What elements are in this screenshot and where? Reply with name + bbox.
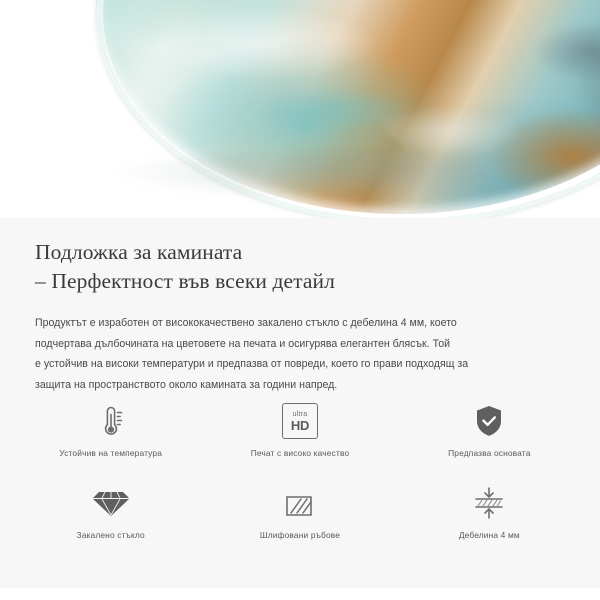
- shield-check-icon: [471, 398, 507, 444]
- page-title-line1: Подложка за камината: [35, 240, 243, 264]
- product-drop-shadow: [108, 150, 578, 202]
- description-line-1: Продуктът е изработен от висококачествено закалено стъкло с дебелина 4 мм, което: [35, 317, 457, 329]
- ultra-hd-icon: [282, 398, 318, 444]
- feature-item-polished-edges: [205, 480, 394, 562]
- thermometer-icon: [94, 398, 128, 444]
- description-line-3: е устойчив на високи температури и предпазва от повреди, което го прави подходящ за: [35, 358, 469, 370]
- description-line-4: защита на пространството около камината за години напред.: [35, 378, 338, 391]
- description-line-2: подчертава дълбочината на цветовете на печата и осигурява елегантен блясък. Той: [35, 337, 451, 350]
- feature-grid: [16, 398, 584, 562]
- feature-item-thickness: [395, 480, 584, 562]
- polished-edges-icon: [281, 480, 319, 526]
- thickness-arrows-icon: [469, 480, 509, 526]
- diamond-icon: [91, 480, 131, 526]
- feature-caption: Устойчив на температура: [59, 448, 163, 458]
- ultra-hd-top-label: ultra: [292, 410, 308, 418]
- feature-item-tempered-glass: [16, 480, 205, 562]
- feature-item-print-quality: [205, 398, 394, 480]
- ultra-hd-bottom-label: HD: [290, 417, 310, 433]
- footer-strip: [0, 588, 600, 600]
- page-title-line2: – Перфектност във всеки детайл: [35, 269, 335, 293]
- page-title: [35, 238, 565, 296]
- content-card: [0, 218, 600, 588]
- feature-caption: Печат с високо качество: [250, 448, 350, 458]
- feature-item-surface-protection: [395, 398, 584, 480]
- feature-item-temperature-resistant: [16, 398, 205, 480]
- product-description: [35, 313, 563, 395]
- feature-caption: Шлифовани ръбове: [259, 530, 341, 540]
- hero-image: [0, 0, 600, 218]
- feature-caption: Предпазва основата: [448, 448, 531, 458]
- feature-caption: Закалено стъкло: [76, 530, 145, 540]
- feature-caption: Дебелина 4 мм: [458, 530, 520, 540]
